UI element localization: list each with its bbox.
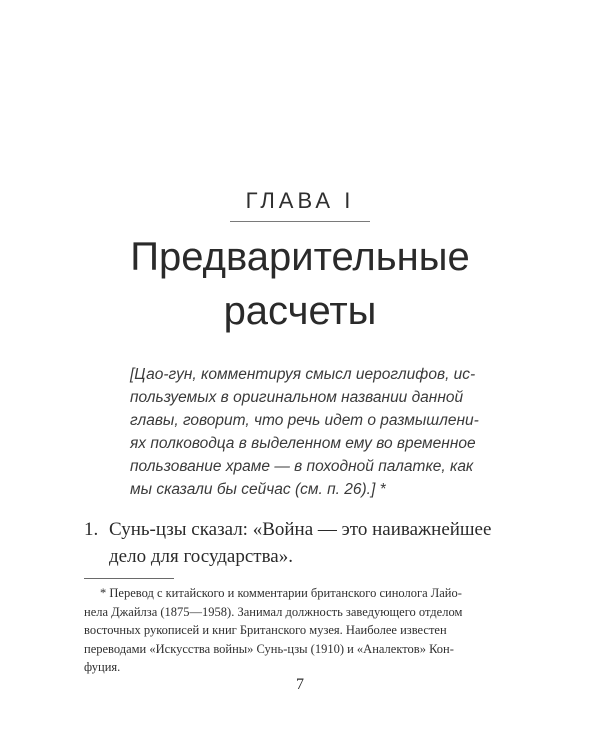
epigraph-line: ях полководца в выделенном ему во временное [130,435,476,452]
chapter-label: ГЛАВА I [245,188,355,213]
footnote-line: восточных рукописей и книг Британского музея. Наиболее известен [84,623,447,637]
chapter-title-line: расчеты [223,289,377,333]
epigraph-line: главы, говорит, что речь идет о размышлени- [130,412,479,429]
footnote-line: нела Джайлза (1875—1958). Занимал должность заведующего отделом [84,604,463,619]
epigraph-line: [Цао-гун, комментируя смысл иероглифов, ис- [130,366,476,383]
footnote-line: фуция. [84,660,121,674]
epigraph-line: мы сказали бы сейчас (см. п. 26).] * [130,481,386,498]
epigraph-line: пользуемых в оригинальном названии данной [130,389,464,406]
footnote-line: переводами «Искусства войны» Сунь-цзы (1910) и «Аналектов» Кон- [84,641,454,656]
chapter-title [0,230,600,338]
epigraph [130,363,530,501]
verse-line: дело для государства». [109,546,293,567]
verse-line: Сунь-цзы сказал: «Война — это наиважнейшее [109,519,492,540]
chapter-divider [230,221,370,222]
chapter-title-line: Предварительные [130,235,470,279]
page-number: 7 [296,676,304,693]
epigraph-line: пользование храме — в походной палатке, как [130,458,474,475]
footnote-line: * Перевод с китайского и комментарии британского синолога Лайо- [100,586,462,600]
verse-number: 1. [84,519,99,540]
footnote-divider [84,578,174,579]
verse-text [109,516,549,570]
footnote [84,584,544,677]
